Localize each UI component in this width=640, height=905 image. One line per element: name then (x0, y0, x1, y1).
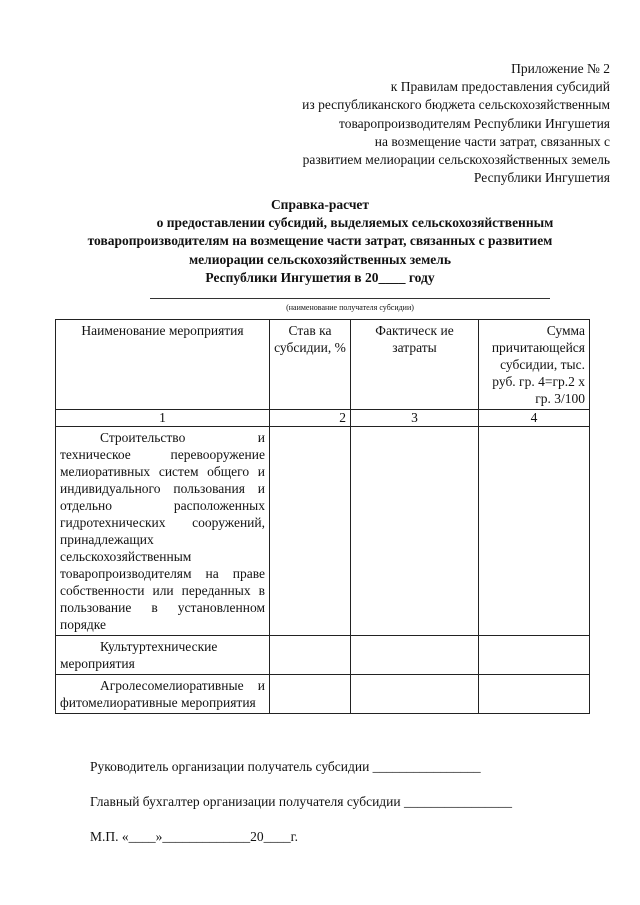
costs-input-cell[interactable] (351, 675, 479, 714)
amount-input-cell[interactable] (479, 636, 590, 675)
appendix-line: Приложение № 2 (511, 61, 610, 76)
appendix-line: на возмещение части затрат, связанных с (374, 133, 610, 149)
table-row (56, 427, 590, 636)
appendix-line: товаропроизводителям Республики Ингушетия (338, 115, 610, 131)
amount-input-cell[interactable] (479, 675, 590, 714)
title-line: Справка-расчет (270, 197, 370, 212)
title-line: мелиорации сельскохозяйственных земель (188, 251, 452, 267)
recipient-caption: (наименование получателя субсидии) (286, 303, 414, 312)
accountant-signature-line: Главный бухгалтер организации получателя субсидии ________________ (90, 794, 512, 809)
table-header-row (56, 320, 590, 410)
appendix-line: Республики Ингушетия (473, 170, 610, 186)
appendix-header (190, 60, 610, 187)
column-number: 3 (351, 410, 479, 427)
row-activity-cell: Строительство и техническое перевооружение мелиоративных систем общего и индивидуального пользования и отдельно расположенных гидротехнических сооружений, принадлежащих сельскохозяйственным товаропроизводителям на праве собственности или переданных в пользование в установленном порядке (56, 427, 270, 636)
appendix-line: к Правилам предоставления субсидий (390, 79, 610, 95)
header-actual-costs: Фактическ ие затраты (375, 323, 454, 355)
subsidy-calculation-table (55, 319, 590, 714)
header-activity: Наименование мероприятия (81, 323, 244, 338)
header-cell (479, 320, 590, 410)
document-title (40, 196, 600, 287)
amount-input-cell[interactable] (479, 427, 590, 636)
title-line: о предоставлении субсидий, выделяемых сельскохозяйственным (156, 215, 554, 231)
head-signature-line: Руководитель организации получатель субсидии ________________ (90, 759, 481, 774)
appendix-line: развитием мелиорации сельскохозяйственных земель (302, 152, 610, 168)
column-number: 2 (270, 410, 351, 427)
table-row (56, 636, 590, 675)
rate-input-cell[interactable] (270, 427, 351, 636)
rate-input-cell[interactable] (270, 636, 351, 675)
title-line: товаропроизводителям на возмещение части затрат, связанных с развитием (87, 233, 553, 249)
recipient-name-line (150, 298, 550, 299)
header-subsidy-amount: Сумма причитающейся субсидии, тыс. руб. гр. 4=гр.2 х гр. 3/100 (491, 323, 585, 406)
stamp-date-line: М.П. «____»_____________20____г. (90, 829, 299, 844)
column-number-row (56, 410, 590, 427)
costs-input-cell[interactable] (351, 427, 479, 636)
rate-input-cell[interactable] (270, 675, 351, 714)
appendix-line: из республиканского бюджета сельскохозяйственным (302, 97, 610, 113)
column-number: 1 (56, 410, 270, 427)
header-rate: Став ка субсидии, % (274, 323, 346, 355)
title-line: Республики Ингушетия в 20____ году (205, 269, 435, 285)
row-activity-cell: Культуртехнические мероприятия (56, 636, 270, 675)
table-row (56, 675, 590, 714)
header-cell (56, 320, 270, 410)
header-cell (351, 320, 479, 410)
costs-input-cell[interactable] (351, 636, 479, 675)
header-cell (270, 320, 351, 410)
row-activity-cell: Агролесомелиоративные и фитомелиоративные мероприятия (56, 675, 270, 714)
column-number: 4 (479, 410, 590, 427)
